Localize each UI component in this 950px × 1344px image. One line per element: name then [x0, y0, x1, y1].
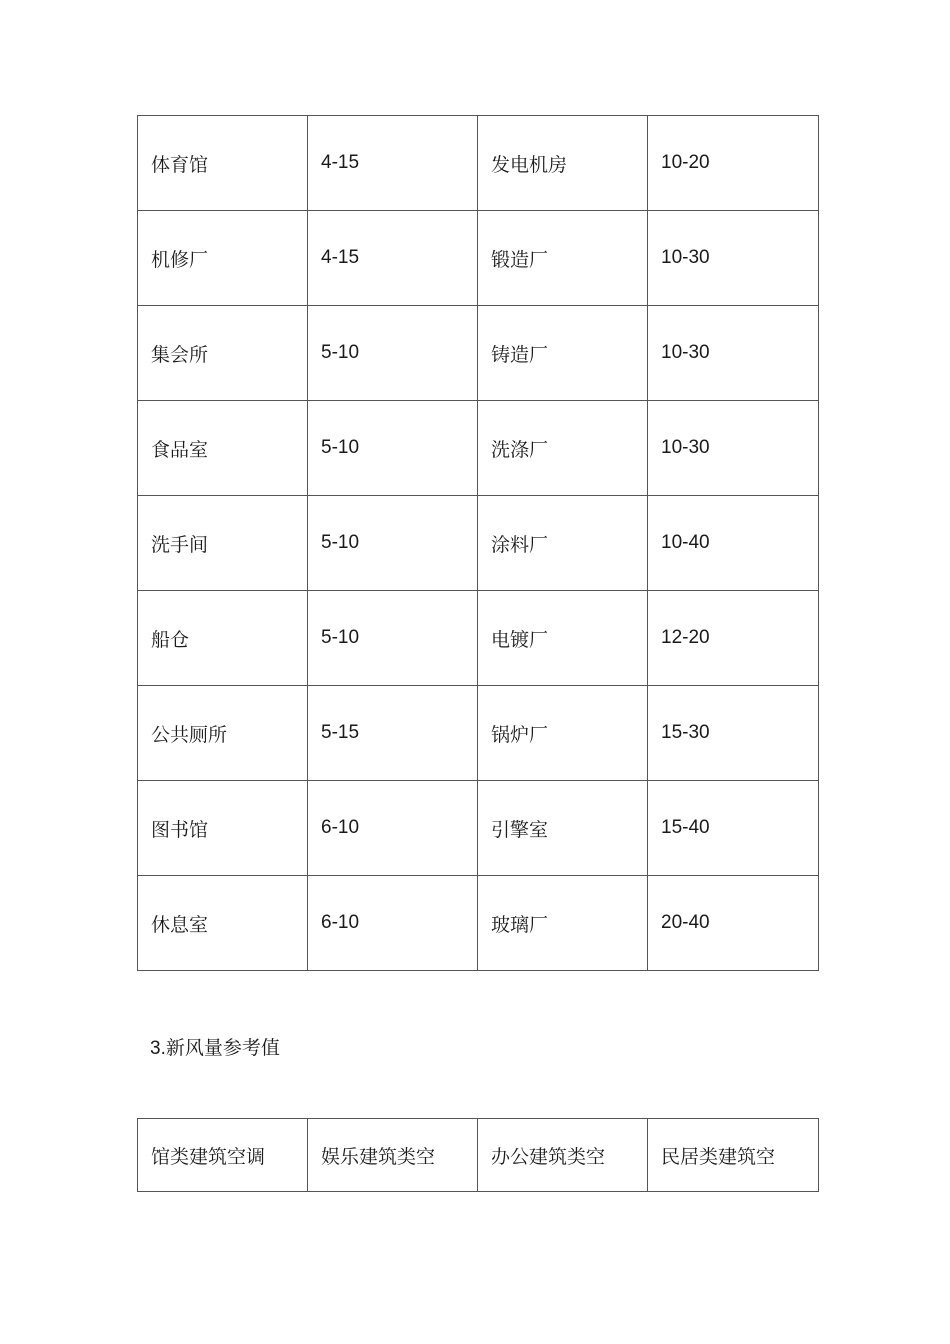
- table-row: [138, 401, 819, 496]
- range-cell: 10-20: [648, 116, 819, 211]
- table-row: [138, 781, 819, 876]
- table-row: [138, 496, 819, 591]
- range-cell: 4-15: [308, 116, 478, 211]
- header-cell: 民居类建筑空: [648, 1119, 819, 1192]
- place-cell: 洗手间: [138, 496, 308, 591]
- place-cell: 集会所: [138, 306, 308, 401]
- range-cell: 5-10: [308, 306, 478, 401]
- range-cell: 15-40: [648, 781, 819, 876]
- place-cell: 引擎室: [478, 781, 648, 876]
- place-cell: 锅炉厂: [478, 686, 648, 781]
- range-cell: 20-40: [648, 876, 819, 971]
- place-cell: 休息室: [138, 876, 308, 971]
- header-cell: 娱乐建筑类空: [308, 1119, 478, 1192]
- place-cell: 洗涤厂: [478, 401, 648, 496]
- table-row: [138, 306, 819, 401]
- place-cell: 铸造厂: [478, 306, 648, 401]
- place-cell: 公共厕所: [138, 686, 308, 781]
- range-cell: 10-40: [648, 496, 819, 591]
- table-row: [138, 686, 819, 781]
- table-row: [138, 211, 819, 306]
- table-row: [138, 116, 819, 211]
- range-cell: 5-10: [308, 401, 478, 496]
- place-cell: 涂料厂: [478, 496, 648, 591]
- place-cell: 食品室: [138, 401, 308, 496]
- header-cell: 办公建筑类空: [478, 1119, 648, 1192]
- table-row: [138, 876, 819, 971]
- ventilation-rate-table: [137, 115, 819, 971]
- place-cell: 体育馆: [138, 116, 308, 211]
- place-cell: 机修厂: [138, 211, 308, 306]
- range-cell: 5-15: [308, 686, 478, 781]
- range-cell: 10-30: [648, 306, 819, 401]
- fresh-air-reference-table: [137, 1118, 819, 1192]
- range-cell: 5-10: [308, 496, 478, 591]
- table-row: [138, 591, 819, 686]
- range-cell: 4-15: [308, 211, 478, 306]
- range-cell: 10-30: [648, 401, 819, 496]
- range-cell: 15-30: [648, 686, 819, 781]
- section-heading: 3.新风量参考值: [150, 1038, 280, 1059]
- place-cell: 图书馆: [138, 781, 308, 876]
- place-cell: 电镀厂: [478, 591, 648, 686]
- header-cell: 馆类建筑空调: [138, 1119, 308, 1192]
- table-header-row: [138, 1119, 819, 1192]
- range-cell: 12-20: [648, 591, 819, 686]
- place-cell: 锻造厂: [478, 211, 648, 306]
- place-cell: 玻璃厂: [478, 876, 648, 971]
- place-cell: 发电机房: [478, 116, 648, 211]
- range-cell: 10-30: [648, 211, 819, 306]
- range-cell: 6-10: [308, 781, 478, 876]
- range-cell: 6-10: [308, 876, 478, 971]
- place-cell: 船仓: [138, 591, 308, 686]
- range-cell: 5-10: [308, 591, 478, 686]
